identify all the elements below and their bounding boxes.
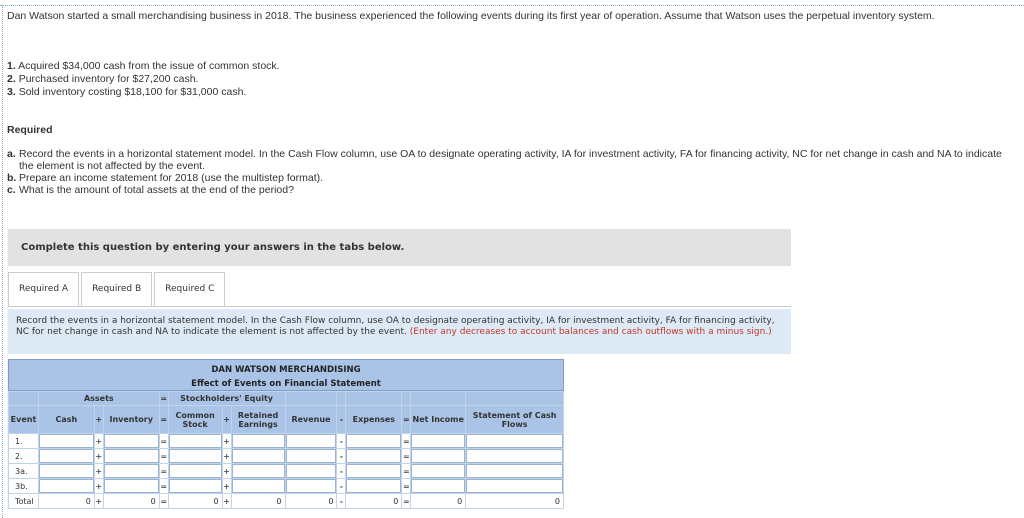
instructions-text: Record the events in a horizontal statement model. In the Cash Flow column, use OA to designate operating activity, IA for investment activity, FA for financing activity, NC for net change in cash and NA to indicate the element is not affected by the event. (16, 316, 775, 337)
revenue-input[interactable] (286, 449, 337, 463)
table-row (9, 434, 564, 449)
requirement-label: c. (7, 184, 16, 196)
minus-sign: - (337, 434, 346, 449)
plus-sign: + (222, 434, 231, 449)
net-income-header: Net Income (411, 406, 466, 434)
common-stock-input[interactable] (169, 449, 222, 463)
cash-input[interactable] (39, 434, 94, 448)
event-number: 3. (7, 86, 16, 98)
table-row (9, 449, 564, 464)
revenue-header: Revenue (285, 406, 337, 434)
equals-sign: = (159, 464, 168, 479)
total-expenses: 0 (346, 494, 402, 509)
requirement-item (7, 148, 1007, 172)
event-number: 2. (7, 73, 16, 85)
requirement-label: a. (7, 148, 16, 160)
revenue-input[interactable] (286, 434, 337, 448)
retained-earnings-header: Retained Earnings (231, 406, 285, 434)
revenue-input[interactable] (286, 464, 337, 478)
cash-flow-input[interactable] (466, 479, 563, 493)
statement-table (8, 391, 564, 509)
problem-intro: Dan Watson started a small merchandising business in 2018. The business experienced the following events during its first year of operation. Assume that Watson uses the perpetual inventory system. (7, 10, 935, 22)
equals-sign: = (402, 434, 411, 449)
total-label: Total (9, 494, 39, 509)
plus-sign: + (222, 449, 231, 464)
statement-title-block (8, 359, 564, 391)
plus-sign: + (222, 464, 231, 479)
event-label: 3a. (9, 464, 39, 479)
plus-sign: + (222, 494, 231, 509)
net-income-input[interactable] (411, 479, 465, 493)
cash-flow-input[interactable] (466, 464, 563, 478)
common-stock-input[interactable] (169, 464, 222, 478)
requirement-item (7, 172, 1007, 184)
requirement-text: Prepare an income statement for 2018 (use the multistep format). (19, 172, 324, 184)
tab-required-a[interactable]: Required A (8, 272, 79, 307)
expenses-input[interactable] (346, 464, 401, 478)
inventory-input[interactable] (104, 479, 159, 493)
equals-sign: = (159, 449, 168, 464)
equals-sign: = (159, 406, 168, 434)
event-item (7, 60, 280, 73)
minus-sign: - (337, 406, 346, 434)
cash-flow-input[interactable] (466, 449, 563, 463)
statement-title: Effect of Events on Financial Statement (191, 379, 381, 389)
required-heading: Required (7, 124, 53, 136)
inventory-header: Inventory (103, 406, 159, 434)
cash-input[interactable] (39, 479, 94, 493)
inventory-input[interactable] (104, 449, 159, 463)
event-text: Sold inventory costing $18,100 for $31,000 cash. (18, 86, 247, 98)
total-revenue: 0 (285, 494, 337, 509)
plus-sign: + (94, 494, 103, 509)
minus-sign: - (337, 464, 346, 479)
total-row (9, 494, 564, 509)
equals-sign: = (159, 479, 168, 494)
expenses-input[interactable] (346, 449, 401, 463)
minus-sign: - (337, 479, 346, 494)
total-cash: 0 (38, 494, 94, 509)
table-row (9, 464, 564, 479)
company-name: DAN WATSON MERCHANDISING (211, 365, 361, 375)
inventory-input[interactable] (104, 434, 159, 448)
cash-input[interactable] (39, 449, 94, 463)
net-income-input[interactable] (411, 434, 465, 448)
tab-required-c[interactable]: Required C (154, 272, 225, 306)
retained-earnings-input[interactable] (232, 434, 285, 448)
event-number: 1. (7, 60, 16, 72)
retained-earnings-input[interactable] (232, 479, 285, 493)
event-item (7, 73, 280, 86)
equals-sign: = (402, 494, 411, 509)
equals-sign: = (402, 406, 411, 434)
page-left-border (2, 5, 3, 518)
requirement-list (7, 148, 1007, 196)
tab-divider (8, 306, 791, 307)
expenses-input[interactable] (346, 479, 401, 493)
event-text: Purchased inventory for $27,200 cash. (18, 73, 199, 85)
requirement-label: b. (7, 172, 17, 184)
requirement-item (7, 184, 1007, 196)
requirement-text: What is the amount of total assets at the end of the period? (19, 184, 294, 196)
table-row (9, 479, 564, 494)
retained-earnings-input[interactable] (232, 449, 285, 463)
revenue-input[interactable] (286, 479, 337, 493)
event-list (7, 60, 280, 99)
event-label: 2. (9, 449, 39, 464)
total-net-income: 0 (411, 494, 466, 509)
event-label: 1. (9, 434, 39, 449)
event-header: Event (9, 406, 39, 434)
page-top-border (0, 5, 1024, 6)
cash-header: Cash (38, 406, 94, 434)
tab-required-b[interactable]: Required B (81, 272, 152, 306)
requirement-text: Record the events in a horizontal statement model. In the Cash Flow column, use OA to designate operating activity, IA for investment activity, FA for financing activity, NC for net change in cash and NA to indicate the element is not affected by the event. (19, 148, 1002, 172)
assets-header: Assets (38, 392, 159, 406)
plus-sign: + (94, 434, 103, 449)
minus-sign: - (337, 449, 346, 464)
equals-sign: = (402, 464, 411, 479)
common-stock-input[interactable] (169, 479, 222, 493)
net-income-input[interactable] (411, 449, 465, 463)
plus-sign: + (222, 406, 231, 434)
equity-header: Stockholders' Equity (168, 392, 285, 406)
inventory-input[interactable] (104, 464, 159, 478)
equals-sign: = (402, 449, 411, 464)
equals-sign: = (159, 392, 168, 406)
event-item (7, 86, 280, 99)
total-retained-earnings: 0 (231, 494, 285, 509)
total-cash-flows: 0 (466, 494, 564, 509)
plus-sign: + (94, 464, 103, 479)
plus-sign: + (94, 479, 103, 494)
cash-flows-header: Statement of Cash Flows (466, 406, 564, 434)
total-inventory: 0 (103, 494, 159, 509)
complete-question-bar: Complete this question by entering your answers in the tabs below. (8, 229, 791, 266)
instructions-panel (8, 309, 791, 354)
tab-bar (8, 272, 227, 306)
common-stock-input[interactable] (169, 434, 222, 448)
minus-sign: - (337, 494, 346, 509)
event-label: 3b. (9, 479, 39, 494)
net-income-input[interactable] (411, 464, 465, 478)
equals-sign: = (159, 434, 168, 449)
total-common-stock: 0 (168, 494, 222, 509)
common-stock-header: Common Stock (168, 406, 222, 434)
statement-model (8, 359, 564, 509)
plus-sign: + (222, 479, 231, 494)
expenses-header: Expenses (346, 406, 402, 434)
equals-sign: = (159, 494, 168, 509)
cash-input[interactable] (39, 464, 94, 478)
expenses-input[interactable] (346, 434, 401, 448)
cash-flow-input[interactable] (466, 434, 563, 448)
plus-sign: + (94, 406, 103, 434)
plus-sign: + (94, 449, 103, 464)
equals-sign: = (402, 479, 411, 494)
event-text: Acquired $34,000 cash from the issue of common stock. (18, 60, 280, 72)
instructions-note: (Enter any decreases to account balances and cash outflows with a minus sign.) (409, 327, 772, 337)
retained-earnings-input[interactable] (232, 464, 285, 478)
